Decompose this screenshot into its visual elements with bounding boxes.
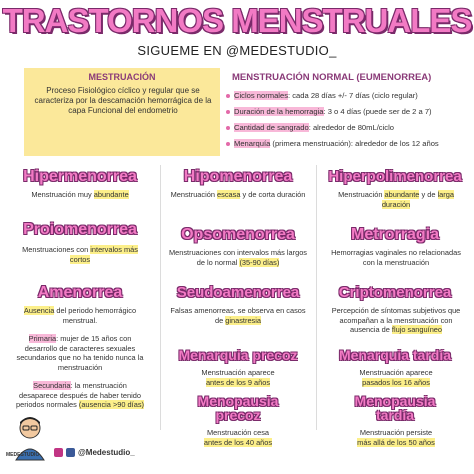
term-opsomenorrea: Opsomenorrea bbox=[181, 226, 295, 243]
bullet-icon bbox=[226, 126, 230, 130]
term-metrorragia: Metrorragia bbox=[350, 226, 440, 243]
normal-title: MENSTRUACIÓN NORMAL (EUMENORREA) bbox=[232, 72, 432, 83]
desc-hiperpolimenorrea: Menstruación abundante y de larga duración bbox=[338, 190, 454, 209]
facebook-icon bbox=[66, 448, 75, 457]
bullet-icon bbox=[226, 142, 230, 146]
desc-criptomenorrea: Percepción de síntomas subjetivos que acompañan a la menstruación con ausencia de flujo sanguíneo bbox=[331, 306, 461, 334]
term-hipermenorrea: Hipermenorrea bbox=[23, 168, 137, 185]
page-title: TRASTORNOS MENSTRUALES bbox=[2, 2, 472, 39]
desc-amenorrea: Ausencia del periodo hemorrágico menstrual. bbox=[23, 306, 137, 325]
desc-hipermenorrea: Menstruación muy abundante bbox=[31, 190, 129, 199]
term-hiperpolimenorrea: Hiperpolimenorrea bbox=[328, 168, 462, 185]
term-criptomenorrea: Criptomenorrea bbox=[338, 284, 452, 301]
term-proiomenorrea: Proiomenorrea bbox=[23, 221, 137, 238]
desc-proiomenorrea: Menstruaciones con intervalos más cortos bbox=[22, 245, 138, 264]
normal-item: Menarquía (primera menstruación): alrededor de los 12 años bbox=[226, 139, 472, 148]
term-menarquia-precoz: Menarquia precoz bbox=[178, 347, 298, 363]
column-divider bbox=[160, 165, 161, 430]
avatar-label: MEDESTUDIO bbox=[6, 452, 40, 458]
term-menarquia-tardia: Menarquia tardía bbox=[338, 347, 452, 363]
bullet-icon bbox=[226, 110, 230, 114]
menstruacion-text: Proceso Fisiológico cíclico y regular que se caracteriza por la descamación hemorrágica de la capa Funcional del endometrio bbox=[34, 86, 212, 115]
menstruacion-title: MESTRUACIÓN bbox=[88, 72, 156, 82]
social-handle[interactable]: @Medestudio_ bbox=[54, 448, 135, 457]
desc-metrorragia: Hemorragias vaginales no relacionadas con la menstruación bbox=[331, 248, 461, 267]
bullet-icon bbox=[226, 94, 230, 98]
desc-seudoamenorrea: Falsas amenorreas, se observa en casos de ginastresia bbox=[170, 306, 306, 325]
normal-item: Duración de la hemorragia: 3 o 4 días (puede ser de 2 a 7) bbox=[226, 107, 472, 116]
term-seudoamenorrea: Seudoamenorrea bbox=[176, 284, 300, 301]
term-menopausia-tardia: Menopausia tardía bbox=[354, 393, 436, 423]
desc-menarquia-tardia: Menstruación aparece pasados los 16 años bbox=[359, 368, 433, 387]
normal-item: Ciclos normales: cada 28 días +/- 7 días (ciclo regular) bbox=[226, 91, 472, 100]
normal-item: Cantidad de sangrado: alrededor de 80mL/ciclo bbox=[226, 123, 472, 132]
instagram-icon bbox=[54, 448, 63, 457]
desc-opsomenorrea: Menstruaciones con intervalos más largos de lo normal (35-90 días) bbox=[168, 248, 308, 267]
column-divider bbox=[316, 165, 317, 430]
term-amenorrea: Amenorrea bbox=[37, 284, 123, 301]
desc-amenorrea-secundaria: Secundaria: la menstruación desaparece después de haber tenido periodos normales (ausencia >90 días) bbox=[16, 381, 144, 409]
term-menopausia-precoz: Menopausia precoz bbox=[197, 393, 279, 423]
desc-menarquia-precoz: Menstruación aparece antes de los 9 años bbox=[201, 368, 275, 387]
desc-amenorrea-primaria: Primaria: mujer de 15 años con desarrollo de caracteres sexuales secundarios que no ha tenido nunca la menstruación bbox=[16, 334, 144, 372]
desc-menopausia-tardia: Menstruación persiste más allá de los 50 años bbox=[357, 428, 435, 447]
desc-menopausia-precoz: Menstruación cesa antes de los 40 años bbox=[203, 428, 273, 447]
desc-hipomenorrea: Menstruación escasa y de corta duración bbox=[170, 190, 306, 199]
page-subtitle: SIGUEME EN @MEDESTUDIO_ bbox=[137, 43, 337, 58]
term-hipomenorrea: Hipomenorrea bbox=[183, 168, 293, 185]
